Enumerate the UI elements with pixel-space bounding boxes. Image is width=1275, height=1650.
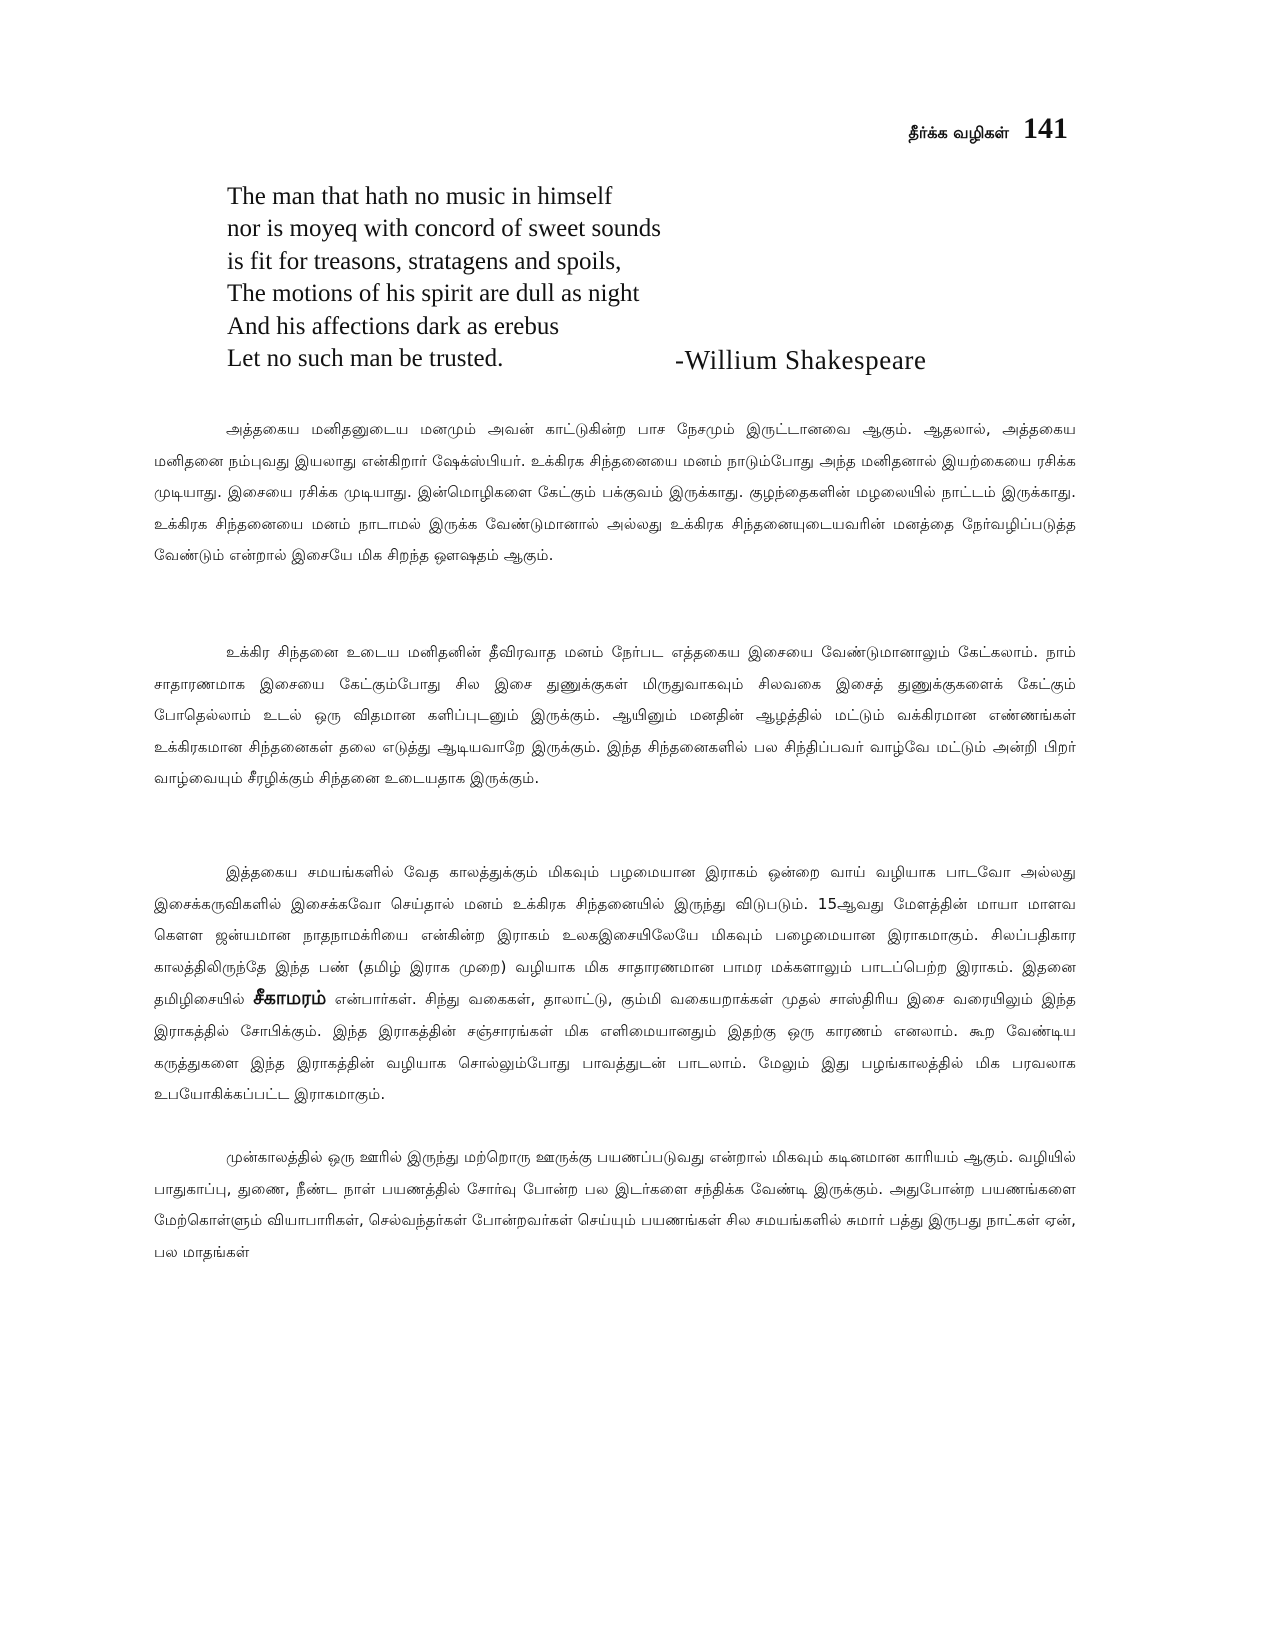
epigraph-last-line-wrapper	[227, 343, 1007, 375]
paragraph-text: இத்தகைய சமயங்களில் வேத காலத்துக்கும் மிகவும் பழமையான இராகம் ஒன்றை வாய் வழியாக பாடவோ அல்லது இசைக்கருவிகளில் இசைக்கவோ செய்தால் மனம் உக்கிரக சிந்தனையில் இருந்து விடுபடும். 15ஆவது மேளத்தின் மாயா மாளவ கௌள ஜன்யமான நாதநாமக்ரியை என்கின்ற இராகம் உலகஇசையிலேயே மிகவும் பழைமையான இராகமாகும். சிலப்பதிகார காலத்திலிருந்தே இந்த பண் (தமிழ் இராக முறை) வழியாக மிக சாதாரணமான பாமர மக்களாலும் பாடப்பெற்ற இராகம். இதனை தமிழிசையில்	[154, 863, 1076, 1009]
paragraph-1	[154, 414, 1076, 572]
paragraph-text: என்பார்கள். சிந்து வகைகள், தாலாட்டு, கும்மி வகையறாக்கள் முதல் சாஸ்திரிய இசை வரையிலும் இந்த இராகத்தில் சோபிக்கும். இந்த இராகத்தின் சஞ்சாரங்கள் மிக எளிமையானதும் இதற்கு ஒரு காரணம் எனலாம். கூற வேண்டிய கருத்துகளை இந்த இராகத்தின் வழியாக சொல்லும்போது பாவத்துடன் பாடலாம். மேலும் இது பழங்காலத்தில் மிக பரவலாக உபயோகிக்கப்பட்ட இராகமாகும்.	[154, 990, 1077, 1104]
epigraph-line: The motions of his spirit are dull as night	[227, 280, 640, 308]
paragraph-3	[154, 857, 1076, 1111]
paragraph-text: முன்காலத்தில் ஒரு ஊரில் இருந்து மற்றொரு ஊருக்கு பயணப்படுவது என்றால் மிகவும் கடினமான காரியம் ஆகும். வழியில் பாதுகாப்பு, துணை, நீண்ட நாள் பயணத்தில் சோர்வு போன்ற பல இடர்களை சந்திக்க வேண்டி இருக்கும். அதுபோன்ற பயணங்களை மேற்கொள்ளும் வியாபாரிகள், செல்வந்தர்கள் போன்றவர்கள் செய்யும் பயணங்கள் சில சமயங்களில் சுமார் பத்து இருபது நாட்கள் ஏன், பல மாதங்கள்	[154, 1148, 1076, 1261]
epigraph-line: The man that hath no music in himself	[227, 183, 613, 210]
epigraph-line: nor is moyeq with concord of sweet sounds	[227, 215, 661, 243]
epigraph-attribution: -Willium Shakespeare	[675, 345, 927, 376]
paragraph-text: உக்கிர சிந்தனை உடைய மனிதனின் தீவிரவாத மனம் நேர்பட எத்தகைய இசையை வேண்டுமானாலும் கேட்கலாம். நாம் சாதாரணமாக இசையை கேட்கும்போது சில இசை துணுக்குகள் மிருதுவாகவும் சிலவகை இசைத் துணுக்குகளைக் கேட்கும் போதெல்லாம் உடல் ஒரு விதமான களிப்புடனும் இருக்கும். ஆயினும் மனதின் ஆழத்தில் மட்டும் வக்கிரமான எண்ணங்கள் உக்கிரகமான சிந்தனைகள் தலை எடுத்து ஆடியவாறே இருக்கும். இந்த சிந்தனைகளில் பல சிந்திப்பவர் வாழ்வே மட்டும் அன்றி பிறர் வாழ்வையும் சீரழிக்கும் சிந்தனை உடையதாக இருக்கும்.	[154, 643, 1076, 788]
chapter-title: தீர்க்க வழிகள்	[908, 123, 1009, 142]
epigraph-quote	[227, 181, 1007, 375]
paragraph-text: அத்தகைய மனிதனுடைய மனமும் அவன் காட்டுகின்ற பாச நேசமும் இருட்டானவை ஆகும். ஆதலால், அத்தகைய மனிதனை நம்புவது இயலாது என்கிறார் ஷேக்ஸ்பியர். உக்கிரக சிந்தனையை மனம் நாடும்போது அந்த மனிதனால் இயற்கையை ரசிக்க முடியாது. இசையை ரசிக்க முடியாது. இன்மொழிகளை கேட்கும் பக்குவம் இருக்காது. குழந்தைகளின் மழலையில் நாட்டம் இருக்காது. உக்கிரக சிந்தனையை மனம் நாடாமல் இருக்க வேண்டுமானால் அல்லது உக்கிரக சிந்தனையுடையவரின் மனத்தை நேர்வழிப்படுத்த வேண்டும் என்றால் இசையே மிக சிறந்த ஔஷதம் ஆகும்.	[154, 420, 1076, 565]
epigraph-line: is fit for treasons, stratagens and spoils,	[227, 247, 622, 275]
page-number: 141	[1023, 112, 1068, 145]
paragraph-2	[154, 637, 1076, 795]
epigraph-line: Let no such man be trusted.	[227, 345, 504, 373]
epigraph-line: And his affections dark as erebus	[227, 312, 560, 340]
highlighted-raga-name: சீகாமரம்	[253, 987, 327, 1010]
paragraph-4	[154, 1142, 1076, 1268]
running-header	[908, 112, 1068, 146]
